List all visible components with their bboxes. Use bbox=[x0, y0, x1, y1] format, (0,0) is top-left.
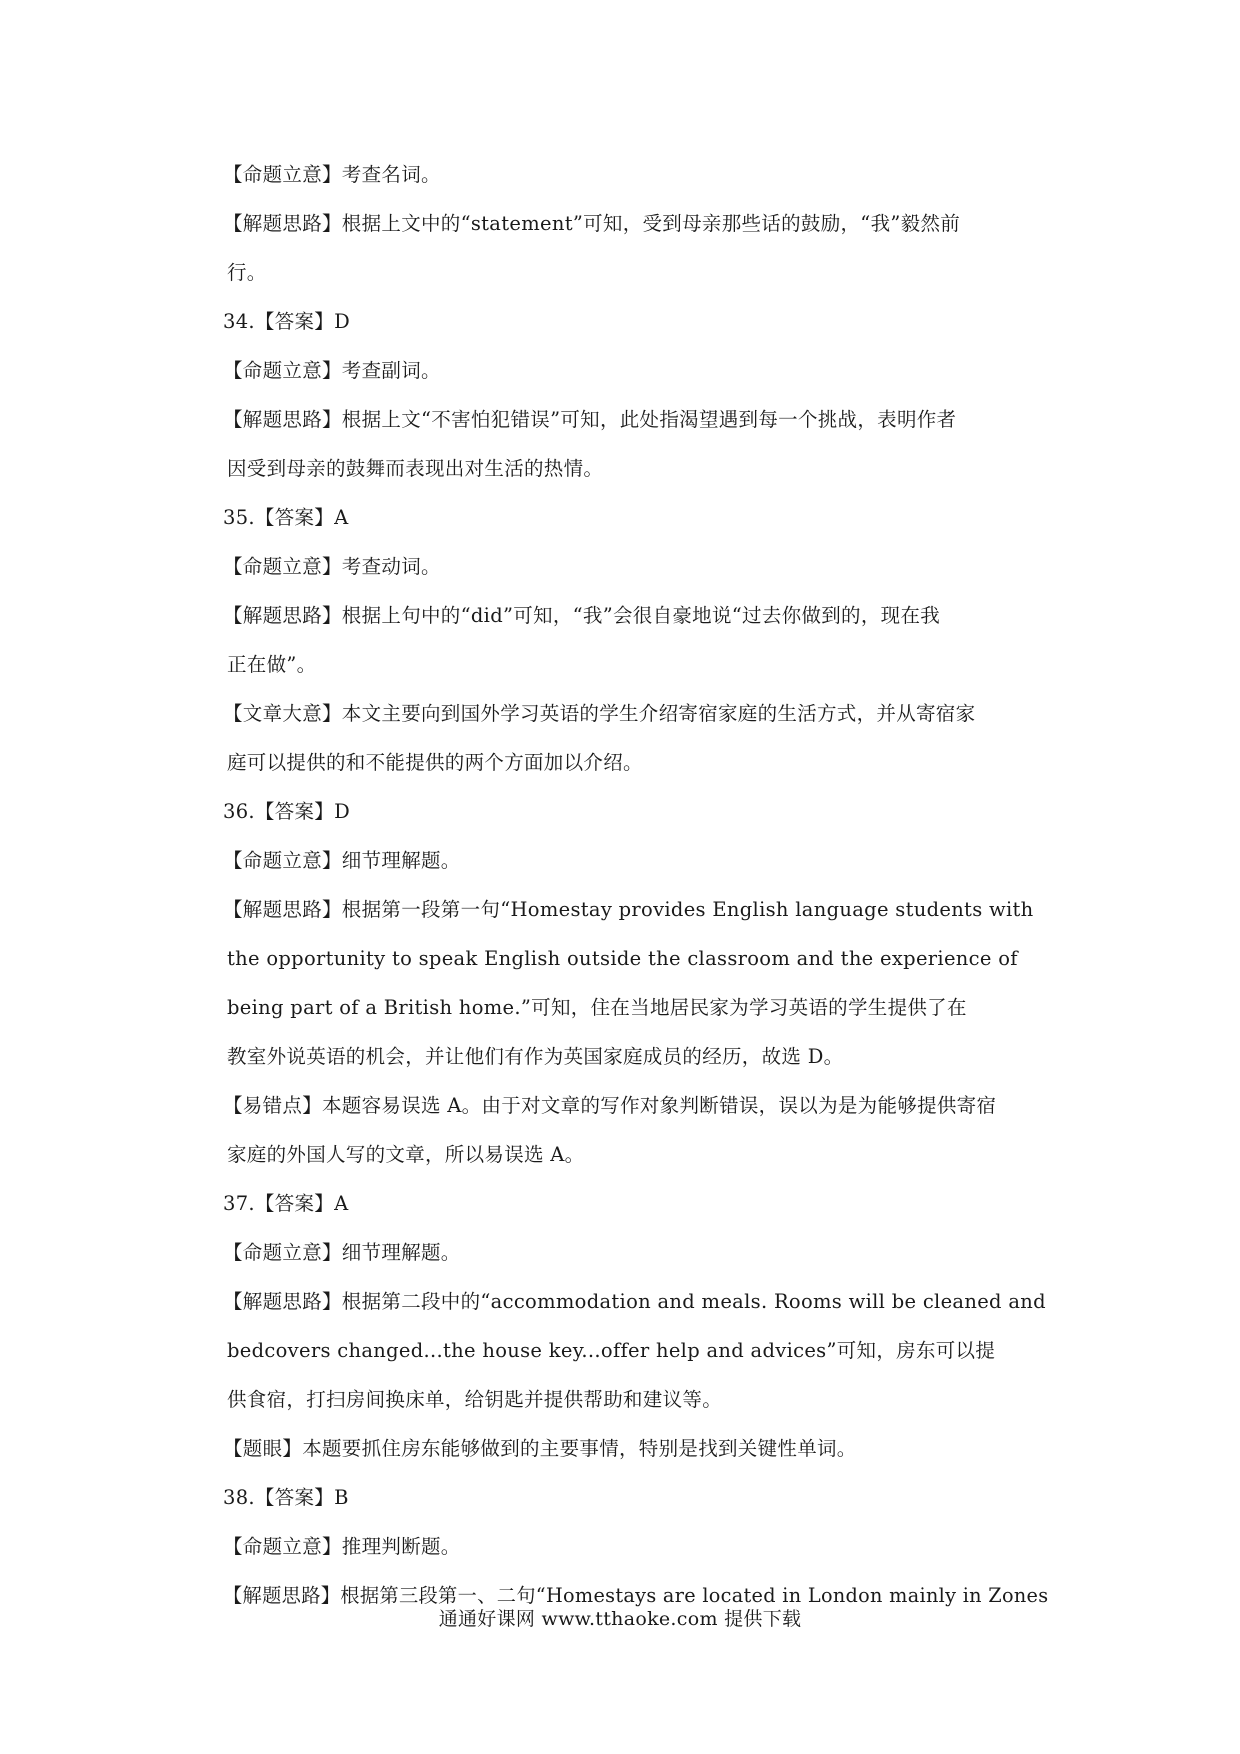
text-line: 【解题思路】根据上文“不害怕犯错误”可知，此处指渴望遇到每一个挑战，表明作者 bbox=[223, 408, 957, 431]
text-line: 【命题立意】推理判断题。 bbox=[223, 1535, 461, 1558]
text-line: 【易错点】本题容易误选 A。由于对文章的写作对象判断错误，误以为是为能够提供寄宿 bbox=[223, 1094, 997, 1117]
page-footer: 通通好课网 www.tthaoke.com 提供下载 bbox=[438, 1608, 802, 1630]
text-line: the opportunity to speak English outside the classroom and the experience of bbox=[227, 947, 1018, 970]
text-line: 【解题思路】根据第一段第一句“Homestay provides English language students with bbox=[223, 898, 1034, 921]
text-line: 正在做”。 bbox=[227, 653, 317, 676]
text-line: 供食宿，打扫房间换床单，给钥匙并提供帮助和建议等。 bbox=[227, 1388, 723, 1411]
answer-heading: 36.【答案】D bbox=[223, 800, 351, 823]
text-line: 【解题思路】根据第二段中的“accommodation and meals. Rooms will be cleaned and bbox=[223, 1290, 1046, 1313]
text-line: 【文章大意】本文主要向到国外学习英语的学生介绍寄宿家庭的生活方式，并从寄宿家 bbox=[223, 702, 976, 725]
text-line: 教室外说英语的机会，并让他们有作为英国家庭成员的经历，故选 D。 bbox=[227, 1045, 844, 1068]
text-line: 【解题思路】根据上文中的“statement”可知，受到母亲那些话的鼓励，“我”毅然前 bbox=[223, 212, 961, 235]
text-line: 因受到母亲的鼓舞而表现出对生活的热情。 bbox=[227, 457, 604, 480]
text-line: 【命题立意】细节理解题。 bbox=[223, 1241, 461, 1264]
text-line: 【题眼】本题要抓住房东能够做到的主要事情，特别是找到关键性单词。 bbox=[223, 1437, 857, 1460]
text-line: 【命题立意】考查动词。 bbox=[223, 555, 441, 578]
text-line: 家庭的外国人写的文章，所以易误选 A。 bbox=[227, 1143, 585, 1166]
text-line: 庭可以提供的和不能提供的两个方面加以介绍。 bbox=[227, 751, 643, 774]
answer-explanations bbox=[223, 150, 1058, 1620]
answer-heading: 34.【答案】D bbox=[223, 310, 351, 333]
text-line: bedcovers changed...the house key...offer help and advices”可知，房东可以提 bbox=[227, 1339, 996, 1362]
text-line: 【命题立意】考查副词。 bbox=[223, 359, 441, 382]
text-line: 【解题思路】根据上句中的“did”可知，“我”会很自豪地说“过去你做到的，现在我 bbox=[223, 604, 941, 627]
answer-heading: 37.【答案】A bbox=[223, 1192, 349, 1215]
answer-heading: 38.【答案】B bbox=[223, 1486, 349, 1509]
text-line: 【命题立意】细节理解题。 bbox=[223, 849, 461, 872]
text-line: being part of a British home.”可知，住在当地居民家为学习英语的学生提供了在 bbox=[227, 996, 967, 1019]
text-line: 【解题思路】根据第三段第一、二句“Homestays are located in London mainly in Zones bbox=[223, 1584, 1049, 1607]
text-line: 【命题立意】考查名词。 bbox=[223, 163, 441, 186]
text-line: 行。 bbox=[227, 261, 267, 284]
answer-heading: 35.【答案】A bbox=[223, 506, 349, 529]
